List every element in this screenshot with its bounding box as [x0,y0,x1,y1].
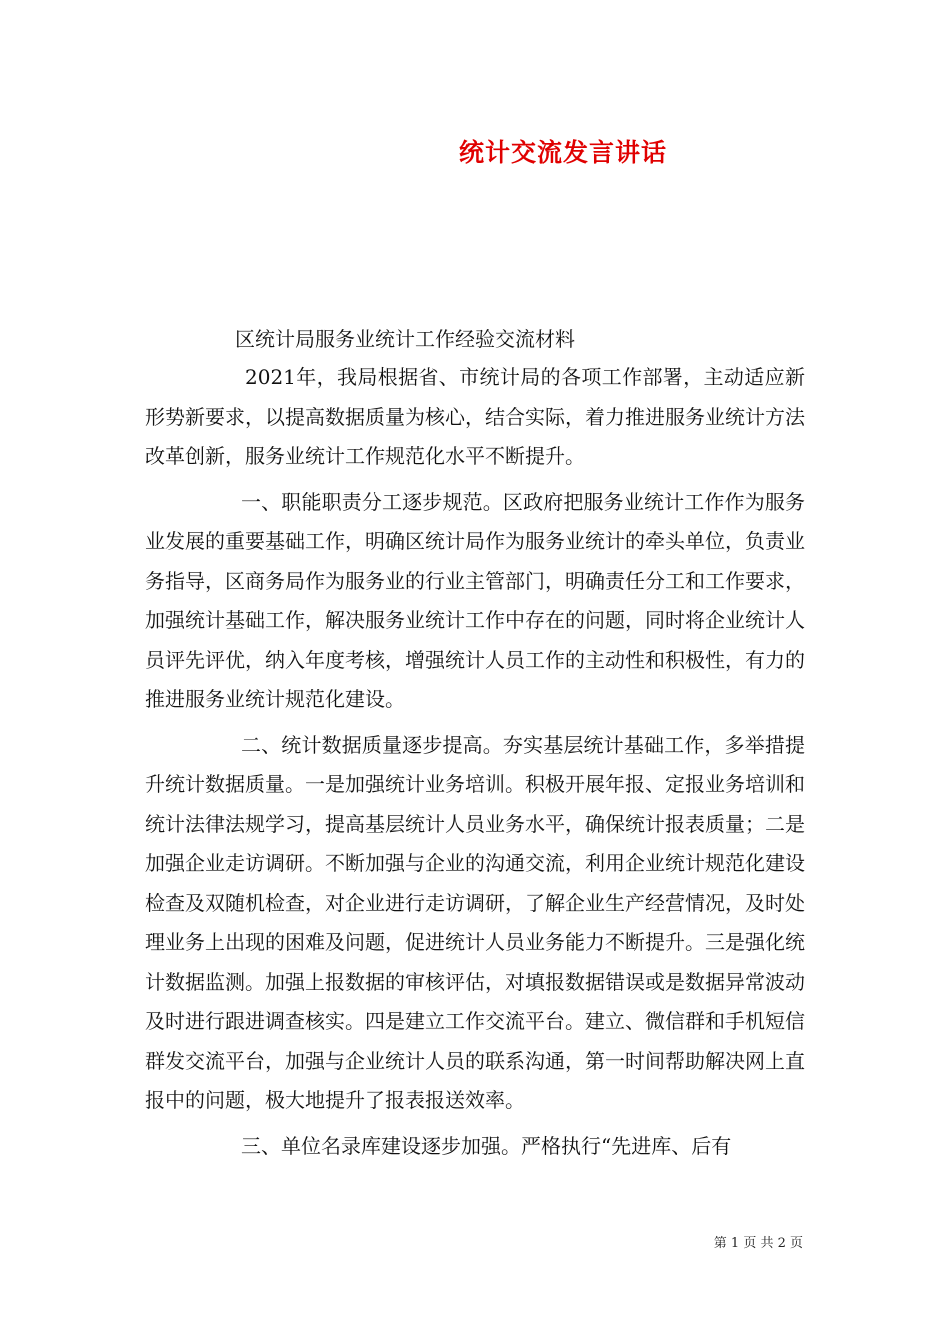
paragraph-intro: 2021年，我局根据省、市统计局的各项工作部署，主动适应新形势新要求，以提高数据质量为核心，结合实际，着力推进服务业统计方法改革创新，服务业统计工作规范化水平不断提升。 [145,365,805,468]
page-number-footer: 第 1 页 共 2 页 [713,1236,803,1251]
document-body [145,320,805,1172]
paragraph-section-3: 三、单位名录库建设逐步加强。严格执行“先进库、后有 [241,1133,732,1158]
paragraph-section-2: 二、统计数据质量逐步提高。夯实基层统计基础工作，多举措提升统计数据质量。一是加强统计业务培训。积极开展年报、定报业务培训和统计法律法规学习，提高基层统计人员业务水平，确保统计报表质量；二是加强企业走访调研。不断加强与企业的沟通交流，利用企业统计规范化建设检查及双随机检查，对企业进行走访调研，了解企业生产经营情况，及时处理业务上出现的困难及问题，促进统计人员业务能力不断提升。三是强化统计数据监测。加强上报数据的审核评估，对填报数据错误或是数据异常波动及时进行跟进调查核实。四是建立工作交流平台。建立、微信群和手机短信群发交流平台，加强与企业统计人员的联系沟通，第一时间帮助解决网上直报中的问题，极大地提升了报表报送效率。 [145,732,805,1112]
document-subtitle: 区统计局服务业统计工作经验交流材料 [235,327,575,351]
document-title: 统计交流发言讲话 [458,138,667,167]
paragraph-section-1: 一、职能职责分工逐步规范。区政府把服务业统计工作作为服务业发展的重要基础工作，明确区统计局作为服务业统计的牵头单位，负责业务指导，区商务局作为服务业的行业主管部门，明确责任分工和工作要求，加强统计基础工作，解决服务业统计工作中存在的问题，同时将企业统计人员评先评优，纳入年度考核，增强统计人员工作的主动性和积极性，有力的推进服务业统计规范化建设。 [145,489,805,711]
